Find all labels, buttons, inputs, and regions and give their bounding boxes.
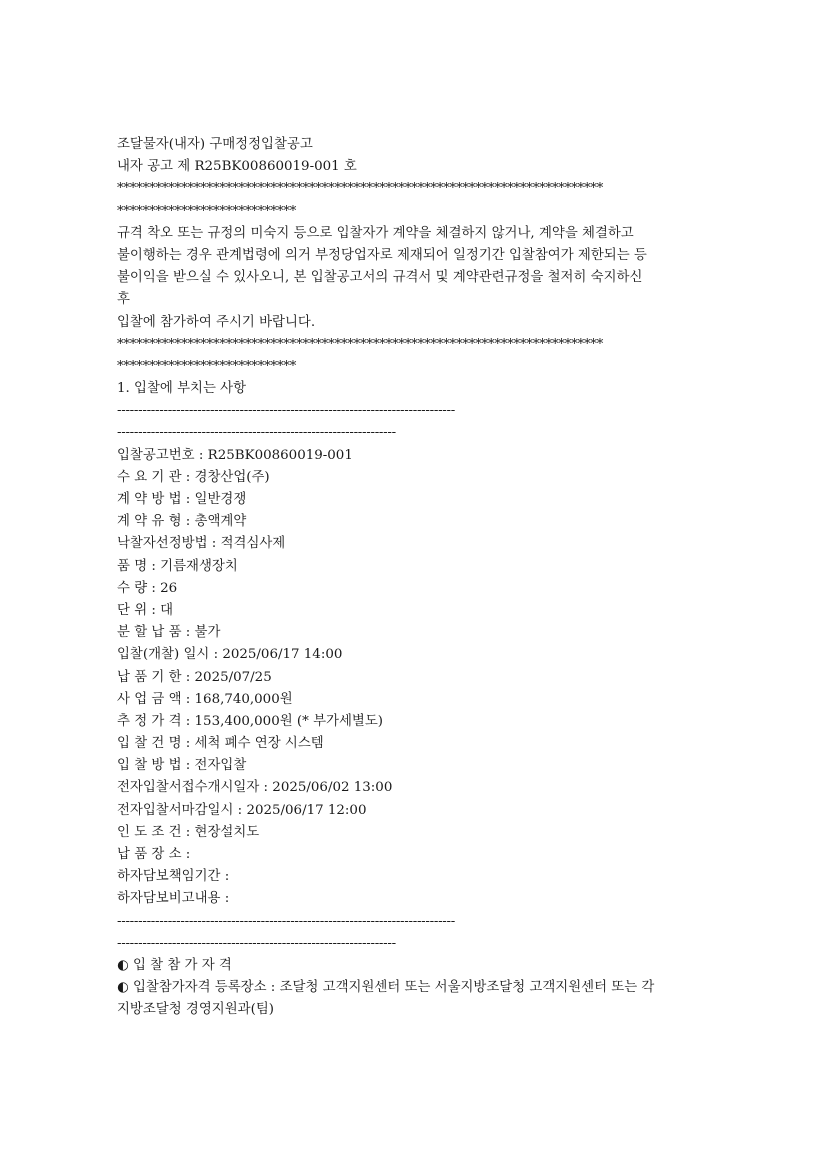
star-separator: **************************** [117, 203, 297, 219]
field-contract-method: 계 약 방 법 : 일반경쟁 [117, 492, 247, 507]
star-separator: **************************************************************************** [117, 336, 604, 352]
star-separator: **************************************************************************** [117, 181, 604, 197]
field-bid-number: 입찰공고번호 : R25BK00860019-001 [117, 447, 353, 463]
registration-line: ◐ 입찰참가자격 등록장소 : 조달청 고객지원센터 또는 서울지방조달청 고객지원센터 또는 각 [117, 980, 655, 996]
field-bid-method: 입 찰 방 법 : 전자입찰 [117, 758, 247, 774]
field-delivery-terms: 인 도 조 건 : 현장설치도 [117, 824, 260, 840]
qualification-heading: ◐ 입 찰 참 가 자 격 [117, 957, 232, 973]
field-submission-deadline: 전자입찰서마감일시 : 2025/06/17 12:00 [117, 802, 367, 818]
field-submission-start: 전자입찰서접수개시일자 : 2025/06/02 13:00 [117, 780, 393, 796]
field-delivery-place: 납 품 장 소 : [117, 847, 191, 862]
dash-separator: -------------------------------------------------------------------------------- [117, 913, 455, 929]
field-bid-datetime: 입찰(개찰) 일시 : 2025/06/17 14:00 [117, 647, 343, 663]
field-selection-method: 낙찰자선정방법 : 적격심사제 [117, 536, 286, 552]
dash-separator: -------------------------------------------------------------------------------- [117, 403, 455, 419]
field-bid-title: 입 찰 건 명 : 세척 폐수 연장 시스템 [117, 736, 324, 752]
registration-line: 지방조달청 경영지원과(팀) [117, 1002, 274, 1018]
dash-separator: ------------------------------------------------------------------ [117, 935, 396, 951]
field-warranty-notes: 하자담보비고내용 : [117, 891, 230, 907]
document-title: 조달물자(내자) 구매정정입찰공고 [117, 137, 313, 152]
field-split-delivery: 분 할 납 품 : 불가 [117, 625, 221, 641]
field-agency: 수 요 기 관 : 경창산업(주) [117, 469, 270, 485]
section-title: 1. 입찰에 부치는 사항 [117, 381, 247, 397]
field-project-amount: 사 업 금 액 : 168,740,000원 [117, 691, 293, 707]
field-delivery-deadline: 납 품 기 한 : 2025/07/25 [117, 669, 272, 685]
field-quantity: 수 량 : 26 [117, 580, 178, 596]
warning-line: 입찰에 참가하여 주시기 바랍니다. [117, 314, 316, 330]
field-contract-type: 계 약 유 형 : 총액계약 [117, 514, 247, 530]
field-warranty-period: 하자담보책임기간 : [117, 869, 230, 885]
field-estimated-price: 추 정 가 격 : 153,400,000원 (* 부가세별도) [117, 713, 383, 729]
warning-line: 후 [117, 292, 130, 308]
warning-line: 불이익을 받으실 수 있사오니, 본 입찰공고서의 규격서 및 계약관련규정을 철저히 숙지하신 [117, 270, 643, 286]
warning-line: 불이행하는 경우 관계법령에 의거 부정당업자로 제재되어 일정기간 입찰참여가 제한되는 등 [117, 247, 647, 263]
field-item-name: 품 명 : 기름재생장치 [117, 558, 238, 574]
dash-separator: ------------------------------------------------------------------ [117, 425, 396, 441]
notice-number: 내자 공고 제 R25BK00860019-001 호 [117, 159, 357, 175]
field-unit: 단 위 : 대 [117, 602, 174, 618]
document-body [117, 134, 717, 1022]
star-separator: **************************** [117, 358, 297, 374]
warning-line: 규격 착오 또는 규정의 미숙지 등으로 입찰자가 계약을 체결하지 않거나, 계약을 체결하고 [117, 225, 634, 241]
